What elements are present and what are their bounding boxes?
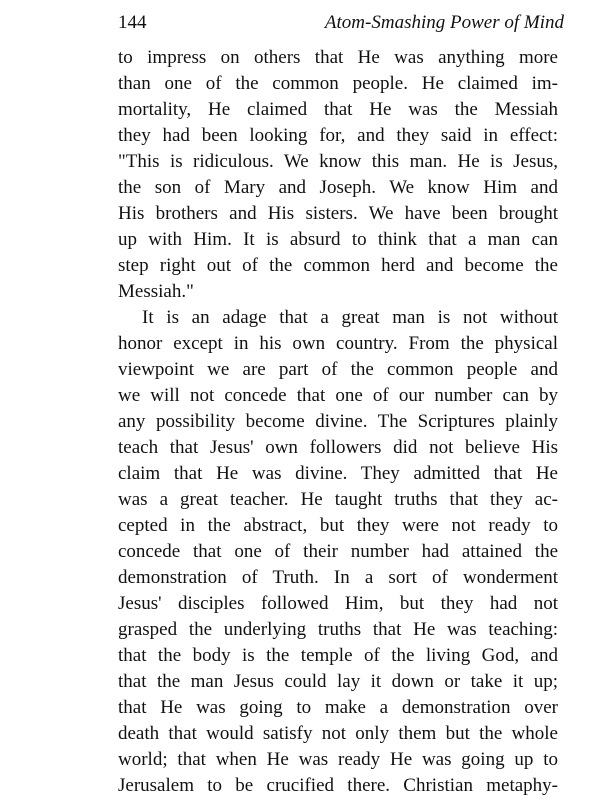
running-head (118, 10, 564, 36)
paragraph-1 (118, 45, 558, 305)
text-line: the son of Mary and Joseph. We know Him and (118, 177, 558, 198)
text-line: Messiah." (118, 281, 194, 302)
text-line: than one of the common people. He claimed im- (118, 73, 558, 94)
text-line: demonstration of Truth. In a sort of wonderment (118, 567, 558, 588)
text-line: that the man Jesus could lay it down or take it up; (118, 671, 558, 692)
text-line: that He was going to make a demonstration over (118, 697, 558, 718)
text-line: we will not concede that one of our number can by (118, 385, 558, 406)
text-line: claim that He was divine. They admitted that He (118, 463, 558, 484)
text-line: Jesus' disciples followed Him, but they had not (118, 593, 558, 614)
text-line: death that would satisfy not only them but the whole (118, 723, 558, 744)
text-line: Jerusalem to be crucified there. Christian metaphy- (118, 775, 558, 796)
text-line: His brothers and His sisters. We have been brought (118, 203, 558, 224)
text-line: It is an adage that a great man is not without (142, 307, 558, 328)
text-line: that the body is the temple of the living God, and (118, 645, 558, 666)
text-line: "This is ridiculous. We know this man. He is Jesus, (118, 151, 558, 172)
text-line: teach that Jesus' own followers did not believe His (118, 437, 558, 458)
text-line: was a great teacher. He taught truths that they ac- (118, 489, 558, 510)
text-line: grasped the underlying truths that He was teaching: (118, 619, 558, 640)
paragraph-2 (118, 305, 558, 799)
page-number: 144 (118, 12, 147, 33)
text-line: cepted in the abstract, but they were not ready to (118, 515, 558, 536)
text-line: viewpoint we are part of the common people and (118, 359, 558, 380)
text-line: they had been looking for, and they said in effect: (118, 125, 558, 146)
text-line: world; that when He was ready He was going up to (118, 749, 558, 770)
text-line: concede that one of their number had attained the (118, 541, 558, 562)
text-line: honor except in his own country. From the physical (118, 333, 558, 354)
text-line: mortality, He claimed that He was the Messiah (118, 99, 558, 120)
text-line: step right out of the common herd and become the (118, 255, 558, 276)
text-line: to impress on others that He was anything more (118, 47, 558, 68)
text-line: any possibility become divine. The Scriptures plainly (118, 411, 558, 432)
body-text (118, 45, 558, 799)
running-title: Atom-Smashing Power of Mind (324, 12, 564, 33)
text-line: up with Him. It is absurd to think that a man can (118, 229, 558, 250)
